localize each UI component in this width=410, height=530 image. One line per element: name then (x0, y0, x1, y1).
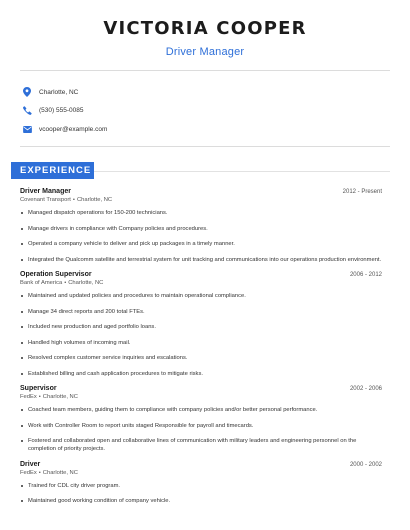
resume-header (0, 18, 410, 58)
job-bullet: Integrated the Qualcomm satellite and terrestrial system for unit tracking and communications into our operations production environment. (20, 256, 382, 264)
job-bullet: Handled high volumes of incoming mail. (20, 339, 382, 347)
job-entry (20, 188, 382, 264)
job-location: Charlotte, NC (42, 394, 78, 400)
job-title: Driver Manager (20, 188, 71, 195)
job-bullet: Work with Controller Room to report units staged Responsible for payroll and timecards. (20, 422, 382, 430)
job-employer: Covenant Transport • Charlotte, NC (20, 197, 113, 203)
contact-phone (22, 102, 107, 120)
job-bullet: Trained for CDL city driver program. (20, 482, 382, 490)
contact-location-text: Charlotte, NC (39, 88, 79, 96)
job-bullets (20, 406, 382, 453)
experience-heading (11, 162, 94, 179)
job-bullet: Included new production and aged portfolio loans. (20, 323, 382, 331)
job-location: Charlotte, NC (42, 469, 78, 476)
job-bullets (20, 482, 382, 506)
job-bullet: Operated a company vehicle to deliver and pick up packages in a timely manner. (20, 240, 382, 248)
job-entry (20, 385, 382, 453)
contact-location (22, 83, 107, 101)
job-company: Covenant Transport (20, 197, 71, 203)
contact-phone-text: (530) 555-0085 (39, 107, 84, 114)
contact-divider (20, 146, 390, 147)
job-employer: FedEx • Charlotte, NC (20, 469, 78, 476)
job-bullet: Coached team members, guiding them to compliance with company policies and/or better personal performance. (20, 406, 382, 414)
phone-icon (22, 106, 32, 116)
job-dates: 2000 - 2002 (349, 461, 382, 468)
candidate-title: Driver Manager (165, 46, 245, 58)
job-bullet: Maintained good working condition of company vehicle. (20, 497, 382, 505)
candidate-name: VICTORIA COOPER (103, 18, 307, 39)
job-entry (20, 271, 382, 378)
job-bullet: Established billing and cash application procedures to mitigate risks. (20, 370, 382, 378)
job-title: Driver (20, 460, 41, 468)
contact-email-text: vcooper@example.com (39, 125, 108, 133)
job-bullet: Maintained and updated policies and procedures to maintain operational compliance. (20, 292, 382, 300)
job-company: FedEx (20, 394, 37, 400)
job-bullet: Manage drivers in compliance with Company policies and procedures. (20, 225, 382, 233)
job-bullet: Resolved complex customer service inquiries and escalations. (20, 354, 382, 362)
header-divider (20, 70, 390, 71)
job-dates: 2002 - 2006 (349, 386, 382, 392)
job-bullet: Fostered and collaborated open and collaborative lines of communication with military leaders and engineering personnel on the completion of priority projects. (20, 437, 382, 453)
job-bullets (20, 209, 382, 264)
experience-heading-rule (94, 171, 390, 172)
job-title: Supervisor (20, 385, 57, 392)
job-company: FedEx (20, 469, 37, 476)
job-title: Operation Supervisor (20, 271, 92, 278)
job-employer: Bank of America • Charlotte, NC (20, 280, 104, 286)
experience-list (20, 188, 382, 513)
contact-email (22, 120, 107, 138)
location-pin-icon (22, 87, 32, 97)
email-icon (22, 124, 32, 134)
job-entry (20, 461, 382, 506)
job-dates: 2012 - Present (342, 189, 382, 195)
job-bullet: Manage 34 direct reports and 200 total FTEs. (20, 308, 382, 316)
experience-heading-label: EXPERIENCE (20, 165, 92, 176)
job-employer: FedEx • Charlotte, NC (20, 394, 78, 400)
job-bullet: Managed dispatch operations for 150-200 technicians. (20, 209, 382, 217)
job-company: Bank of America (20, 280, 63, 286)
job-location: Charlotte, NC (76, 197, 113, 203)
job-dates: 2006 - 2012 (349, 272, 382, 278)
job-location: Charlotte, NC (68, 280, 104, 286)
contact-list (22, 83, 107, 139)
job-bullets (20, 292, 382, 378)
